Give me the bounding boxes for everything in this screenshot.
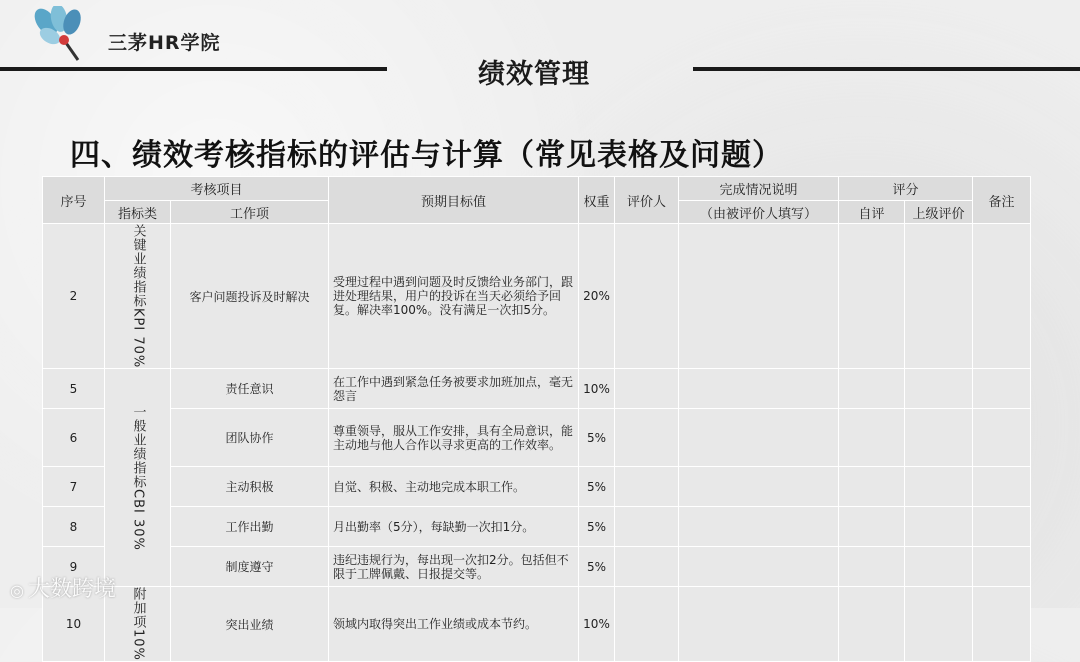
header-rule-right	[693, 67, 1080, 71]
table-row	[43, 547, 1031, 587]
cell-completion	[679, 224, 839, 369]
row-seq: 9	[43, 547, 105, 587]
cell-self-eval	[839, 507, 905, 547]
cell-self-eval	[839, 409, 905, 467]
row-weight: 5%	[579, 507, 615, 547]
cell-completion	[679, 507, 839, 547]
brand-logo-icon	[28, 6, 90, 64]
header-work-item: 工作项	[171, 201, 329, 224]
header-rule-left	[0, 67, 387, 71]
row-target: 尊重领导，服从工作安排，具有全局意识，能主动地与他人合作以寻求更高的工作效率。	[329, 409, 579, 467]
row-target: 违纪违规行为，每出现一次扣2分。包括但不限于工牌佩戴、日报提交等。	[329, 547, 579, 587]
row-seq: 5	[43, 369, 105, 409]
header-target: 预期目标值	[329, 177, 579, 224]
row-weight: 5%	[579, 547, 615, 587]
kpi-table	[42, 176, 1031, 662]
row-weight: 5%	[579, 409, 615, 467]
row-weight: 10%	[579, 369, 615, 409]
row-seq: 2	[43, 224, 105, 369]
watermark	[10, 572, 116, 603]
header-score: 评分	[839, 177, 973, 201]
row-item: 工作出勤	[171, 507, 329, 547]
row-seq: 10	[43, 587, 105, 662]
cell-self-eval	[839, 467, 905, 507]
row-target: 受理过程中遇到问题及时反馈给业务部门，跟进处理结果，用户的投诉在当天必须给予回复。解决率100%。没有满足一次扣5分。	[329, 224, 579, 369]
header-remark: 备注	[973, 177, 1031, 224]
cell-evaluator	[615, 467, 679, 507]
row-seq: 8	[43, 507, 105, 547]
group-kpi: 关键业绩指标KPI 70%	[105, 224, 171, 369]
brand-name: 三茅HR学院	[108, 32, 221, 54]
row-item: 团队协作	[171, 409, 329, 467]
header-indicator-type: 指标类	[105, 201, 171, 224]
cell-remark	[973, 547, 1031, 587]
header-completion: 完成情况说明	[679, 177, 839, 201]
cell-completion	[679, 547, 839, 587]
row-target: 领域内取得突出工作业绩或成本节约。	[329, 587, 579, 662]
table-row	[43, 467, 1031, 507]
cell-remark	[973, 224, 1031, 369]
row-item: 制度遵守	[171, 547, 329, 587]
cell-evaluator	[615, 369, 679, 409]
header-seq: 序号	[43, 177, 105, 224]
cell-remark	[973, 507, 1031, 547]
row-seq: 6	[43, 409, 105, 467]
header-superior-eval: 上级评价	[905, 201, 973, 224]
cell-self-eval	[839, 224, 905, 369]
header-self-eval: 自评	[839, 201, 905, 224]
cell-superior-eval	[905, 409, 973, 467]
row-item: 突出业绩	[171, 587, 329, 662]
cell-self-eval	[839, 547, 905, 587]
header-assessment-item: 考核项目	[105, 177, 329, 201]
cell-remark	[973, 409, 1031, 467]
row-seq: 7	[43, 467, 105, 507]
row-item: 客户问题投诉及时解决	[171, 224, 329, 369]
cell-completion	[679, 587, 839, 662]
cell-superior-eval	[905, 467, 973, 507]
header-completion-note: （由被评价人填写）	[679, 201, 839, 224]
header-weight: 权重	[579, 177, 615, 224]
cell-superior-eval	[905, 547, 973, 587]
row-target: 月出勤率（5分），每缺勤一次扣1分。	[329, 507, 579, 547]
cell-evaluator	[615, 224, 679, 369]
cell-self-eval	[839, 369, 905, 409]
row-weight: 10%	[579, 587, 615, 662]
table-row	[43, 224, 1031, 369]
cell-completion	[679, 409, 839, 467]
cell-evaluator	[615, 587, 679, 662]
cell-completion	[679, 467, 839, 507]
row-target: 自觉、积极、主动地完成本职工作。	[329, 467, 579, 507]
table-row	[43, 369, 1031, 409]
cell-remark	[973, 369, 1031, 409]
cell-remark	[973, 587, 1031, 662]
cell-evaluator	[615, 547, 679, 587]
group-cbi: 一般业绩指标CBI 30%	[105, 369, 171, 587]
watermark-logo-icon: ◎	[10, 581, 24, 600]
row-weight: 20%	[579, 224, 615, 369]
watermark-text: 大数跨境	[27, 577, 116, 602]
page-title: 绩效管理	[478, 59, 590, 90]
cell-superior-eval	[905, 369, 973, 409]
row-target: 在工作中遇到紧急任务被要求加班加点，毫无怨言	[329, 369, 579, 409]
cell-evaluator	[615, 507, 679, 547]
header-evaluator: 评价人	[615, 177, 679, 224]
table-row	[43, 409, 1031, 467]
cell-superior-eval	[905, 507, 973, 547]
cell-remark	[973, 467, 1031, 507]
table-row	[43, 587, 1031, 662]
section-title: 四、绩效考核指标的评估与计算（常见表格及问题）	[70, 138, 783, 173]
cell-superior-eval	[905, 587, 973, 662]
row-item: 主动积极	[171, 467, 329, 507]
cell-evaluator	[615, 409, 679, 467]
row-item: 责任意识	[171, 369, 329, 409]
cell-completion	[679, 369, 839, 409]
group-bonus: 附加项10%	[105, 587, 171, 662]
cell-superior-eval	[905, 224, 973, 369]
cell-self-eval	[839, 587, 905, 662]
table-row	[43, 507, 1031, 547]
row-weight: 5%	[579, 467, 615, 507]
